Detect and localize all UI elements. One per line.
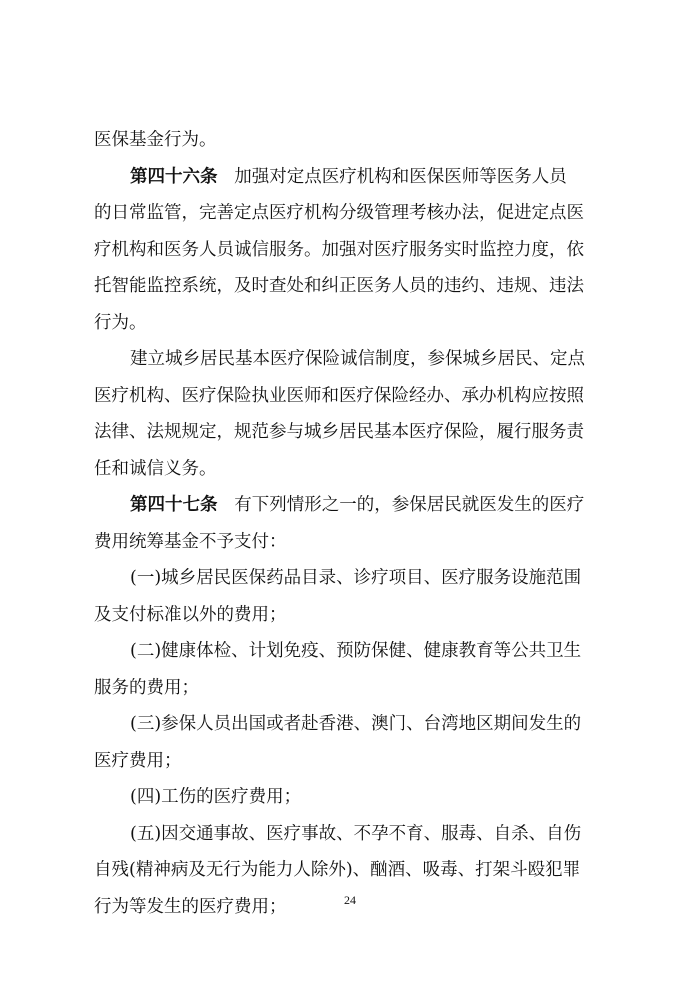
paragraph-line: 任和诚信义务。 — [94, 459, 217, 479]
list-item-line: (二)健康体检、计划免疫、预防保健、健康教育等公共卫生 — [130, 641, 582, 661]
list-item-line: 及支付标准以外的费用； — [94, 605, 287, 625]
list-item-line: 自残(精神病及无行为能力人除外)、酗酒、吸毒、打架斗殴犯罪 — [94, 860, 581, 880]
article-46-label: 第四十六条 — [130, 167, 218, 187]
article-46-first-line — [130, 165, 619, 189]
article-47-first-line — [130, 493, 619, 517]
list-item-line: (四)工伤的医疗费用； — [130, 787, 302, 807]
continued-text: 医保基金行为。 — [94, 130, 217, 150]
page-number: 24 — [344, 893, 356, 907]
list-item-line: (三)参保人员出国或者赴香港、澳门、台湾地区期间发生的 — [130, 714, 582, 734]
list-item-line: (一)城乡居民医保药品目录、诊疗项目、医疗服务设施范围 — [130, 568, 582, 588]
list-item-line: 医疗费用； — [94, 751, 182, 771]
article-47-text: 有下列情形之一的，参保居民就医发生的医疗 — [234, 495, 585, 515]
article-46-text: 加强对定点医疗机构和医保医师等医务人员 — [234, 167, 567, 187]
paragraph-line: 法律、法规规定，规范参与城乡居民基本医疗保险，履行服务责 — [94, 422, 584, 442]
list-item-line: 服务的费用； — [94, 678, 199, 698]
article-46-line: 托智能监控系统，及时查处和纠正医务人员的违约、违规、违法 — [94, 276, 584, 296]
article-46-line: 疗机构和医务人员诚信服务。加强对医疗服务实时监控力度，依 — [94, 240, 584, 260]
article-47-label: 第四十七条 — [130, 495, 218, 515]
list-item-line: 行为等发生的医疗费用； — [94, 897, 287, 917]
paragraph-line: 医疗机构、医疗保险执业医师和医疗保险经办、承办机构应按照 — [94, 386, 584, 406]
article-46-line: 的日常监管，完善定点医疗机构分级管理考核办法，促进定点医 — [94, 203, 584, 223]
article-46-line: 行为。 — [94, 313, 147, 333]
article-47-line: 费用统筹基金不予支付： — [94, 532, 287, 552]
list-item-line: (五)因交通事故、医疗事故、不孕不育、服毒、自杀、自伤 — [130, 824, 582, 844]
paragraph-line: 建立城乡居民基本医疗保险诚信制度，参保城乡居民、定点 — [130, 349, 585, 369]
